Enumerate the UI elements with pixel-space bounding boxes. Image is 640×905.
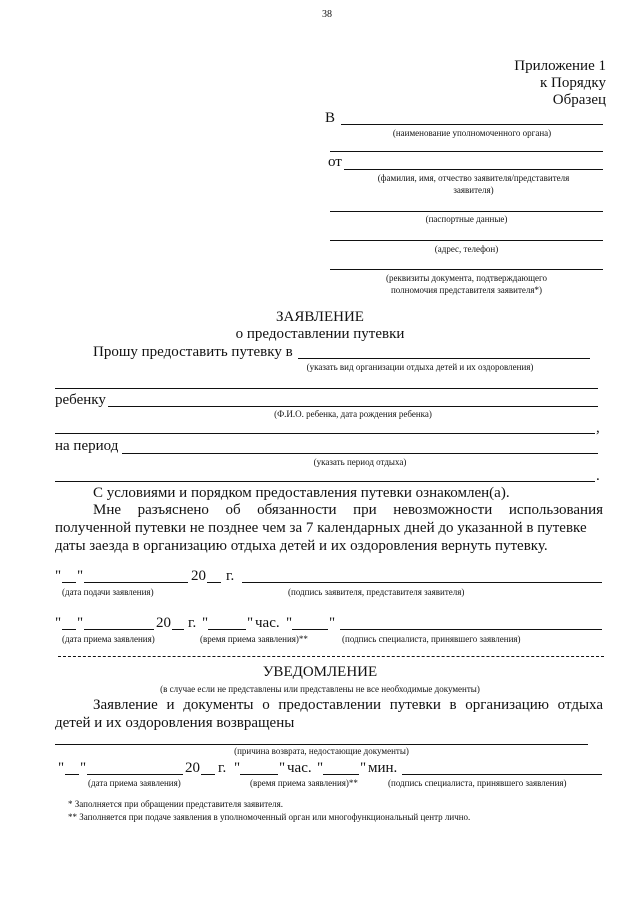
order-reference: к Порядку xyxy=(540,75,606,91)
receipt-month-field[interactable] xyxy=(84,629,154,630)
receipt-hour-field[interactable] xyxy=(208,629,246,630)
applicant-name-field[interactable] xyxy=(344,169,603,170)
requisites-caption-2: полномочия представителя заявителя*) xyxy=(390,285,543,295)
submit-year-suffix: г. xyxy=(226,568,235,584)
authority-caption: (наименование уполномоченного органа) xyxy=(392,128,552,138)
submit-year-prefix: 20 xyxy=(191,568,206,584)
passport-field[interactable] xyxy=(330,211,603,212)
notice-month-field[interactable] xyxy=(87,774,183,775)
application-subtitle: о предоставлении путевки xyxy=(235,326,405,342)
receipt-time-caption: (время приема заявления)** xyxy=(200,634,308,644)
notice-min-label: мин. xyxy=(368,760,398,776)
notice-date-quote-close: " xyxy=(80,760,87,776)
passport-caption: (паспортные данные) xyxy=(425,214,508,224)
submit-date-quote-close: " xyxy=(77,568,84,584)
submit-year-field[interactable] xyxy=(207,582,221,583)
blank-line-from-top[interactable] xyxy=(330,151,603,152)
organization-type-caption: (указать вид организации отдыха детей и их оздоровления) xyxy=(306,362,534,372)
notice-specialist-signature-caption: (подпись специалиста, принявшего заявления) xyxy=(388,778,567,788)
receipt-year-field[interactable] xyxy=(172,629,184,630)
explained-line-2: полученной путевки не позднее чем за 7 календарных дней до указанной в путевке xyxy=(55,520,587,536)
submit-signature-caption: (подпись заявителя, представителя заявителя) xyxy=(288,587,465,597)
receipt-hour-quote-open: " xyxy=(202,615,209,631)
address-field[interactable] xyxy=(330,240,603,241)
return-reason-caption: (причина возврата, недостающие документы) xyxy=(234,746,409,756)
receipt-hour-label: час. xyxy=(255,615,280,631)
notice-signature-field[interactable] xyxy=(402,774,602,775)
appendix-label: Приложение 1 xyxy=(514,58,606,74)
receipt-min-field[interactable] xyxy=(292,629,328,630)
explained-line-3: даты заезда в организацию отдыха детей и их оздоровления вернуть путевку. xyxy=(55,538,548,554)
notice-hour-quote-open: " xyxy=(234,760,241,776)
from-prefix: от xyxy=(328,154,342,170)
period-caption: (указать период отдыха) xyxy=(313,457,407,467)
period-end: . xyxy=(596,468,600,484)
period-field[interactable] xyxy=(122,453,598,454)
organization-type-continuation[interactable] xyxy=(55,388,598,389)
submit-day-field[interactable] xyxy=(62,582,76,583)
applicant-name-caption-1: (фамилия, имя, отчество заявителя/представителя xyxy=(377,173,570,183)
receipt-date-quote-open: " xyxy=(55,615,62,631)
notice-subtitle: (в случае если не представлены или представлены не все необходимые документы) xyxy=(160,684,480,694)
requisites-field[interactable] xyxy=(330,269,603,270)
notice-year-prefix: 20 xyxy=(185,760,200,776)
receipt-date-caption: (дата приема заявления) xyxy=(62,634,155,644)
address-caption: (адрес, телефон) xyxy=(434,244,499,254)
notice-time-caption: (время приема заявления)** xyxy=(250,778,358,788)
notice-title: УВЕДОМЛЕНИЕ xyxy=(262,664,378,680)
receipt-day-field[interactable] xyxy=(62,629,76,630)
application-title: ЗАЯВЛЕНИЕ xyxy=(276,309,364,325)
receipt-hour-quote-close: " xyxy=(247,615,254,631)
notice-text-line-2: детей и их оздоровления возвращены xyxy=(55,715,295,731)
period-label: на период xyxy=(55,438,119,454)
submit-month-field[interactable] xyxy=(84,582,188,583)
organization-type-field[interactable] xyxy=(298,358,590,359)
notice-min-quote-open: " xyxy=(317,760,324,776)
child-caption: (Ф.И.О. ребенка, дата рождения ребенка) xyxy=(274,409,432,419)
receipt-year-suffix: г. xyxy=(188,615,197,631)
footnote-1: * Заполняется при обращении представителя заявителя. xyxy=(68,799,284,809)
receipt-date-quote-close: " xyxy=(77,615,84,631)
child-comma: , xyxy=(596,420,600,436)
explained-line-1: Мне разъяснено об обязанности при невозможности использования xyxy=(93,502,603,518)
sample-label: Образец xyxy=(552,92,606,108)
footnote-2: ** Заполняется при подаче заявления в уполномоченный орган или многофункциональный центр лично. xyxy=(68,812,471,822)
notice-year-suffix: г. xyxy=(218,760,227,776)
receipt-signature-field[interactable] xyxy=(340,629,602,630)
submit-date-caption: (дата подачи заявления) xyxy=(62,587,154,597)
notice-day-field[interactable] xyxy=(65,774,79,775)
notice-text-line-1: Заявление и документы о предоставлении путевки в организацию отдыха xyxy=(93,697,603,713)
notice-date-caption: (дата приема заявления) xyxy=(88,778,181,788)
authority-field[interactable] xyxy=(341,124,603,125)
familiar-text: С условиями и порядком предоставления путевки ознакомлен(а). xyxy=(93,485,510,501)
notice-hour-label: час. xyxy=(287,760,312,776)
page-number: 38 xyxy=(322,9,332,20)
period-continuation[interactable] xyxy=(55,481,595,482)
child-field[interactable] xyxy=(108,406,598,407)
applicant-name-caption-2: заявителя) xyxy=(453,185,494,195)
specialist-signature-caption: (подпись специалиста, принявшего заявления) xyxy=(342,634,521,644)
notice-hour-field[interactable] xyxy=(240,774,278,775)
submit-date-quote-open: " xyxy=(55,568,62,584)
submit-signature-field[interactable] xyxy=(242,582,602,583)
return-reason-field[interactable] xyxy=(55,744,588,745)
notice-date-quote-open: " xyxy=(58,760,65,776)
child-label: ребенку xyxy=(55,392,106,408)
receipt-year-prefix: 20 xyxy=(156,615,171,631)
notice-min-quote-close: " xyxy=(360,760,367,776)
receipt-min-quote-open: " xyxy=(286,615,293,631)
request-text: Прошу предоставить путевку в xyxy=(93,344,293,360)
cut-line xyxy=(58,656,604,657)
child-continuation[interactable] xyxy=(55,433,595,434)
notice-year-field[interactable] xyxy=(201,774,215,775)
notice-min-field[interactable] xyxy=(323,774,359,775)
notice-hour-quote-close: " xyxy=(279,760,286,776)
receipt-min-quote-close: " xyxy=(329,615,336,631)
requisites-caption-1: (реквизиты документа, подтверждающего xyxy=(386,273,547,283)
to-prefix: В xyxy=(325,110,336,126)
